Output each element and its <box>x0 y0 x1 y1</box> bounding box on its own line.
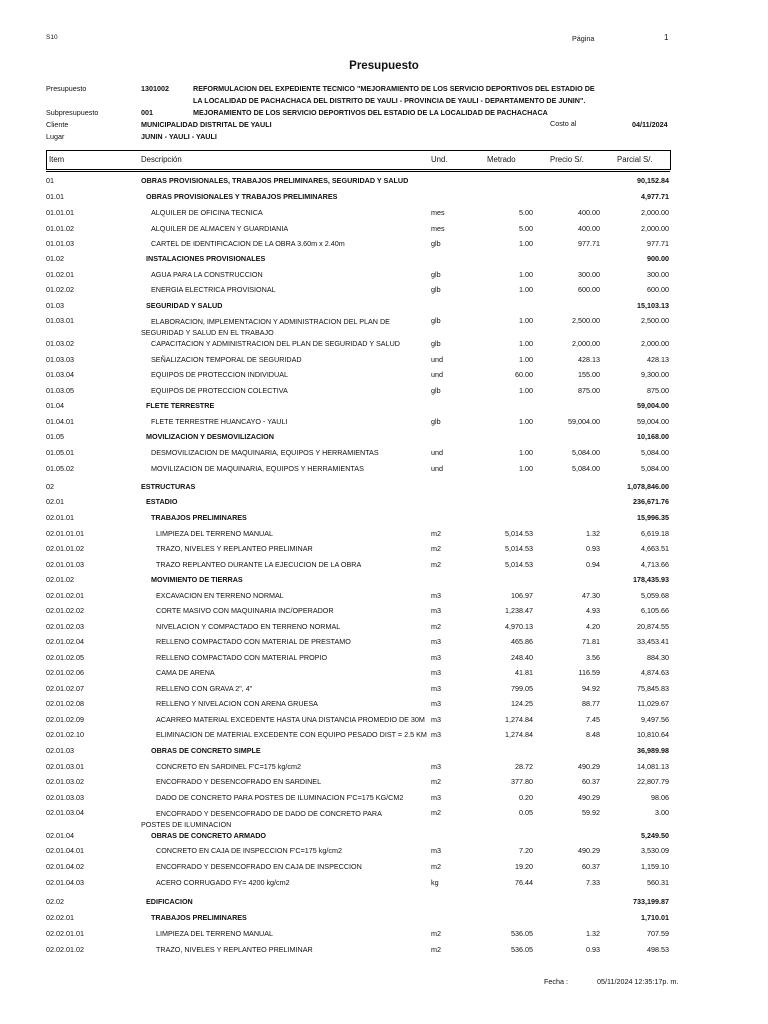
row-description: MOVILIZACION DE MAQUINARIA, EQUIPOS Y HERRAMIENTAS <box>151 464 364 473</box>
row-description: OBRAS DE CONCRETO SIMPLE <box>151 746 261 755</box>
row-metrado: 1.00 <box>519 270 533 279</box>
row-precio: 8.48 <box>586 730 600 739</box>
row-parcial: 33,453.41 <box>637 637 669 646</box>
row-item-code: 02.01.02.01 <box>46 591 84 600</box>
row-parcial: 36,989.98 <box>637 746 669 755</box>
row-description: FLETE TERRESTRE HUANCAYO - YAULI <box>151 417 288 426</box>
row-precio: 490.29 <box>578 846 600 855</box>
header-underline <box>46 171 670 172</box>
row-description: CARTEL DE IDENTIFICACION DE LA OBRA 3.60m x 2.40m <box>151 239 345 248</box>
row-unit: m2 <box>431 544 441 553</box>
row-precio: 2,000.00 <box>572 339 600 348</box>
row-description: AGUA PARA LA CONSTRUCCION <box>151 270 263 279</box>
row-parcial: 5,059.68 <box>641 591 669 600</box>
row-description: EXCAVACION EN TERRENO NORMAL <box>156 591 284 600</box>
row-precio: 490.29 <box>578 793 600 802</box>
row-description: CORTE MASIVO CON MAQUINARIA INC/OPERADOR <box>156 606 334 615</box>
row-description: CAPACITACION Y ADMINISTRACION DEL PLAN DE SEGURIDAD Y SALUD <box>151 339 400 348</box>
row-unit: glb <box>431 270 441 279</box>
row-parcial: 428.13 <box>647 355 669 364</box>
row-item-code: 01.05.02 <box>46 464 74 473</box>
row-metrado: 465.86 <box>511 637 533 646</box>
row-item-code: 01.03 <box>46 301 64 310</box>
row-description: EQUIPOS DE PROTECCION COLECTIVA <box>151 386 288 395</box>
row-parcial: 3.00 <box>655 808 669 817</box>
presupuesto-label: Presupuesto <box>46 84 87 93</box>
row-item-code: 02.01.04.03 <box>46 878 84 887</box>
row-unit: m2 <box>431 560 441 569</box>
row-description: OBRAS PROVISIONALES, TRABAJOS PRELIMINARES, SEGURIDAD Y SALUD <box>141 176 409 185</box>
row-unit: m2 <box>431 808 441 817</box>
row-precio: 0.93 <box>586 945 600 954</box>
row-unit: m3 <box>431 762 441 771</box>
row-unit: glb <box>431 285 441 294</box>
row-precio: 300.00 <box>578 270 600 279</box>
row-precio: 400.00 <box>578 208 600 217</box>
row-parcial: 1,159.10 <box>641 862 669 871</box>
row-precio: 71.81 <box>582 637 600 646</box>
report-code: S10 <box>46 34 58 41</box>
row-parcial: 560.31 <box>647 878 669 887</box>
row-item-code: 01.03.01 <box>46 316 74 325</box>
row-description: TRAZO, NIVELES Y REPLANTEO PRELIMINAR <box>156 544 313 553</box>
row-parcial: 9,497.56 <box>641 715 669 724</box>
row-unit: und <box>431 464 443 473</box>
row-metrado: 19.20 <box>515 862 533 871</box>
row-item-code: 01.02.01 <box>46 270 74 279</box>
row-parcial: 14,081.13 <box>637 762 669 771</box>
row-item-code: 01.04.01 <box>46 417 74 426</box>
page-label: Página <box>572 34 595 43</box>
row-metrado: 0.20 <box>519 793 533 802</box>
row-metrado: 1.00 <box>519 239 533 248</box>
row-parcial: 2,000.00 <box>641 208 669 217</box>
subpresupuesto-label: Subpresupuesto <box>46 108 99 117</box>
row-item-code: 01.03.03 <box>46 355 74 364</box>
row-description: TRAZO, NIVELES Y REPLANTEO PRELIMINAR <box>156 945 313 954</box>
row-item-code: 01.01 <box>46 192 64 201</box>
row-parcial: 98.06 <box>651 793 669 802</box>
row-precio: 490.29 <box>578 762 600 771</box>
row-item-code: 02.02 <box>46 897 64 906</box>
row-description: ACERO CORRUGADO FY= 4200 kg/cm2 <box>156 878 290 887</box>
row-description: ACARREO MATERIAL EXCEDENTE HASTA UNA DISTANCIA PROMEDIO DE 30M <box>156 715 425 724</box>
row-metrado: 7.20 <box>519 846 533 855</box>
row-parcial: 5,084.00 <box>641 448 669 457</box>
row-parcial: 20,874.55 <box>637 622 669 631</box>
row-description: MOVILIZACION Y DESMOVILIZACION <box>146 432 274 441</box>
row-unit: m3 <box>431 715 441 724</box>
presupuesto-desc-line-2: LA LOCALIDAD DE PACHACHACA DEL DISTRITO DE YAULI - PROVINCIA DE YAULI - DEPARTAMENTO DE JUNIN". <box>193 96 586 105</box>
page-number: 1 <box>664 33 669 42</box>
row-parcial: 236,671.76 <box>633 497 669 506</box>
row-item-code: 02.01.01.01 <box>46 529 84 538</box>
row-metrado: 1.00 <box>519 355 533 364</box>
row-precio: 400.00 <box>578 224 600 233</box>
row-description: ENCOFRADO Y DESENCOFRADO EN CAJA DE INSPECCION <box>156 862 362 871</box>
row-parcial: 707.59 <box>647 929 669 938</box>
row-item-code: 01.04 <box>46 401 64 410</box>
row-unit: und <box>431 448 443 457</box>
row-description: FLETE TERRESTRE <box>146 401 215 410</box>
cliente-label: Cliente <box>46 120 69 129</box>
row-description: OBRAS DE CONCRETO ARMADO <box>151 831 267 840</box>
row-parcial: 884.30 <box>647 653 669 662</box>
row-precio: 59.92 <box>582 808 600 817</box>
row-description: ESTRUCTURAS <box>141 482 196 491</box>
row-unit: glb <box>431 316 441 325</box>
fecha-label: Fecha : <box>544 977 568 986</box>
row-parcial: 2,000.00 <box>641 339 669 348</box>
row-parcial: 15,996.35 <box>637 513 669 522</box>
row-precio: 60.37 <box>582 777 600 786</box>
row-unit: m3 <box>431 846 441 855</box>
row-metrado: 799.05 <box>511 684 533 693</box>
row-description: SEGURIDAD Y SALUD <box>146 301 223 310</box>
row-precio: 4.20 <box>586 622 600 631</box>
row-precio: 0.93 <box>586 544 600 553</box>
row-parcial: 10,168.00 <box>637 432 669 441</box>
row-metrado: 1,238.47 <box>505 606 533 615</box>
row-parcial: 6,619.18 <box>641 529 669 538</box>
row-unit: m3 <box>431 730 441 739</box>
row-precio: 0.94 <box>586 560 600 569</box>
row-precio: 428.13 <box>578 355 600 364</box>
row-metrado: 1.00 <box>519 448 533 457</box>
row-item-code: 02.01.04.02 <box>46 862 84 871</box>
row-metrado: 4,970.13 <box>505 622 533 631</box>
row-unit: mes <box>431 224 445 233</box>
row-item-code: 02.01.02.02 <box>46 606 84 615</box>
row-unit: m3 <box>431 653 441 662</box>
row-metrado: 1.00 <box>519 417 533 426</box>
row-parcial: 4,663.51 <box>641 544 669 553</box>
row-unit: m2 <box>431 777 441 786</box>
row-description: INSTALACIONES PROVISIONALES <box>146 254 266 263</box>
row-description: RELLENO Y NIVELACION CON ARENA GRUESA <box>156 699 318 708</box>
row-description: ENCOFRADO Y DESENCOFRADO EN SARDINEL <box>156 777 322 786</box>
row-precio: 5,084.00 <box>572 464 600 473</box>
row-description: TRAZO REPLANTEO DURANTE LA EJECUCION DE LA OBRA <box>156 560 362 569</box>
row-metrado: 1,274.84 <box>505 730 533 739</box>
row-description: CONCRETO EN SARDINEL F'C=175 kg/cm2 <box>156 762 301 771</box>
row-unit: m3 <box>431 606 441 615</box>
row-item-code: 02.01.02.05 <box>46 653 84 662</box>
row-item-code: 01.01.02 <box>46 224 74 233</box>
row-unit: m3 <box>431 684 441 693</box>
row-unit: und <box>431 355 443 364</box>
row-description: TRABAJOS PRELIMINARES <box>151 913 247 922</box>
row-item-code: 02.01.03.04 <box>46 808 84 817</box>
row-description: ELABORACION, IMPLEMENTACION Y ADMINISTRACION DEL PLAN DE SEGURIDAD Y SALUD EN EL TRABAJO <box>141 317 390 337</box>
row-unit: m3 <box>431 668 441 677</box>
row-precio: 116.59 <box>578 668 600 677</box>
row-item-code: 01.03.04 <box>46 370 74 379</box>
row-parcial: 5,084.00 <box>641 464 669 473</box>
row-metrado: 106.97 <box>511 591 533 600</box>
row-metrado: 5,014.53 <box>505 560 533 569</box>
row-parcial: 977.71 <box>647 239 669 248</box>
row-precio: 3.56 <box>586 653 600 662</box>
row-metrado: 5,014.53 <box>505 544 533 553</box>
row-description: NIVELACION Y COMPACTADO EN TERRENO NORMAL <box>156 622 341 631</box>
row-unit: glb <box>431 339 441 348</box>
row-parcial: 9,300.00 <box>641 370 669 379</box>
row-parcial: 90,152.84 <box>637 176 669 185</box>
row-parcial: 1,710.01 <box>641 913 669 922</box>
fecha-value: 05/11/2024 12:35:17p. m. <box>597 977 679 986</box>
row-item-code: 02.01 <box>46 497 64 506</box>
row-precio: 7.33 <box>586 878 600 887</box>
row-item-code: 02.01.03 <box>46 746 74 755</box>
row-description: CAMA DE ARENA <box>156 668 215 677</box>
row-parcial: 900.00 <box>647 254 669 263</box>
row-metrado: 0.05 <box>519 808 533 817</box>
row-parcial: 4,977.71 <box>641 192 669 201</box>
row-item-code: 01.02 <box>46 254 64 263</box>
row-description: DADO DE CONCRETO PARA POSTES DE ILUMINACION F'C=175 KG/CM2 <box>156 793 404 802</box>
row-metrado: 377.80 <box>511 777 533 786</box>
row-item-code: 02.01.01 <box>46 513 74 522</box>
row-parcial: 4,713.66 <box>641 560 669 569</box>
column-descripcion: Descripción <box>141 155 182 164</box>
row-metrado: 1.00 <box>519 339 533 348</box>
lugar-label: Lugar <box>46 132 65 141</box>
row-precio: 875.00 <box>578 386 600 395</box>
row-metrado: 5.00 <box>519 224 533 233</box>
row-item-code: 02.01.02.06 <box>46 668 84 677</box>
row-parcial: 875.00 <box>647 386 669 395</box>
row-metrado: 248.40 <box>511 653 533 662</box>
row-metrado: 1.00 <box>519 316 533 325</box>
row-unit: m3 <box>431 699 441 708</box>
column-parcial: Parcial S/. <box>617 155 653 164</box>
row-item-code: 01.03.05 <box>46 386 74 395</box>
row-description: ALQUILER DE OFICINA TECNICA <box>151 208 263 217</box>
row-item-code: 02.01.02 <box>46 575 74 584</box>
row-metrado: 1.00 <box>519 386 533 395</box>
row-item-code: 02.02.01 <box>46 913 74 922</box>
column-metrado: Metrado <box>487 155 516 164</box>
row-item-code: 02.01.04 <box>46 831 74 840</box>
row-item-code: 02.02.01.02 <box>46 945 84 954</box>
row-unit: mes <box>431 208 445 217</box>
row-unit: m3 <box>431 793 441 802</box>
row-precio: 5,084.00 <box>572 448 600 457</box>
row-precio: 94.92 <box>582 684 600 693</box>
row-unit: und <box>431 370 443 379</box>
document-title: Presupuesto <box>349 60 419 72</box>
row-description: ALQUILER DE ALMACEN Y GUARDIANIA <box>151 224 289 233</box>
row-parcial: 2,000.00 <box>641 224 669 233</box>
row-parcial: 6,105.66 <box>641 606 669 615</box>
row-item-code: 02 <box>46 482 54 491</box>
row-description: OBRAS PROVISIONALES Y TRABAJOS PRELIMINARES <box>146 192 338 201</box>
row-item-code: 02.01.02.08 <box>46 699 84 708</box>
row-item-code: 02.02.01.01 <box>46 929 84 938</box>
row-parcial: 4,874.63 <box>641 668 669 677</box>
column-precio: Precio S/. <box>550 155 584 164</box>
row-unit: glb <box>431 239 441 248</box>
row-metrado: 1,274.84 <box>505 715 533 724</box>
row-item-code: 01.01.03 <box>46 239 74 248</box>
row-description: ELIMINACION DE MATERIAL EXCEDENTE CON EQUIPO PESADO DIST = 2.5 KM <box>156 730 427 739</box>
row-metrado: 124.25 <box>511 699 533 708</box>
cliente-value: MUNICIPALIDAD DISTRITAL DE YAULI <box>141 120 272 129</box>
row-item-code: 01.05 <box>46 432 64 441</box>
row-precio: 977.71 <box>578 239 600 248</box>
row-precio: 4.93 <box>586 606 600 615</box>
row-item-code: 02.01.01.02 <box>46 544 84 553</box>
column-und: Und. <box>431 155 448 164</box>
row-unit: glb <box>431 386 441 395</box>
row-description: RELLENO COMPACTADO CON MATERIAL PROPIO <box>156 653 328 662</box>
row-parcial: 75,845.83 <box>637 684 669 693</box>
column-item: Item <box>49 155 65 164</box>
row-description: RELLENO CON GRAVA 2", 4" <box>156 684 253 693</box>
row-metrado: 5.00 <box>519 208 533 217</box>
row-item-code: 02.01.02.10 <box>46 730 84 739</box>
row-parcial: 733,199.87 <box>633 897 669 906</box>
row-precio: 47.30 <box>582 591 600 600</box>
presupuesto-code: 1301002 <box>141 84 169 93</box>
row-item-code: 01.05.01 <box>46 448 74 457</box>
row-item-code: 02.01.02.03 <box>46 622 84 631</box>
row-description: ENCOFRADO Y DESENCOFRADO DE DADO DE CONCRETO PARA POSTES DE ILUMINACION <box>141 809 382 829</box>
row-parcial: 178,435.93 <box>633 575 669 584</box>
row-description: TRABAJOS PRELIMINARES <box>151 513 247 522</box>
row-metrado: 76.44 <box>515 878 533 887</box>
row-parcial: 2,500.00 <box>641 316 669 325</box>
row-description: DESMOVILIZACION DE MAQUINARIA, EQUIPOS Y HERRAMIENTAS <box>151 448 379 457</box>
row-parcial: 300.00 <box>647 270 669 279</box>
row-metrado: 5,014.53 <box>505 529 533 538</box>
costo-label: Costo al <box>550 119 577 128</box>
row-unit: m2 <box>431 862 441 871</box>
row-precio: 2,500.00 <box>572 316 600 325</box>
row-precio: 7.45 <box>586 715 600 724</box>
subpresupuesto-desc: MEJORAMIENTO DE LOS SERVICIO DEPORTIVOS DEL ESTADIO DE LA LOCALIDAD DE PACHACHACA <box>193 108 548 117</box>
row-description: LIMPIEZA DEL TERRENO MANUAL <box>156 529 274 538</box>
row-precio: 1.32 <box>586 929 600 938</box>
row-metrado: 1.00 <box>519 285 533 294</box>
row-item-code: 01.02.02 <box>46 285 74 294</box>
row-precio: 88.77 <box>582 699 600 708</box>
row-description: SEÑALIZACION TEMPORAL DE SEGURIDAD <box>151 355 302 364</box>
row-parcial: 600.00 <box>647 285 669 294</box>
row-unit: m3 <box>431 591 441 600</box>
row-parcial: 15,103.13 <box>637 301 669 310</box>
subpresupuesto-code: 001 <box>141 108 153 117</box>
row-metrado: 60.00 <box>515 370 533 379</box>
row-parcial: 3,530.09 <box>641 846 669 855</box>
row-description: ESTADIO <box>146 497 178 506</box>
row-metrado: 536.05 <box>511 945 533 954</box>
row-item-code: 02.01.03.02 <box>46 777 84 786</box>
row-precio: 60.37 <box>582 862 600 871</box>
row-parcial: 498.53 <box>647 945 669 954</box>
row-item-code: 02.01.02.07 <box>46 684 84 693</box>
presupuesto-desc-line-1: REFORMULACION DEL EXPEDIENTE TECNICO "MEJORAMIENTO DE LOS SERVICIO DEPORTIVOS DEL ESTADIO DE <box>193 84 595 93</box>
row-unit: m2 <box>431 622 441 631</box>
row-description: EDIFICACION <box>146 897 193 906</box>
row-parcial: 59,004.00 <box>637 417 669 426</box>
row-item-code: 02.01.03.01 <box>46 762 84 771</box>
row-parcial: 59,004.00 <box>637 401 669 410</box>
row-parcial: 22,807.79 <box>637 777 669 786</box>
row-item-code: 02.01.02.04 <box>46 637 84 646</box>
row-parcial: 11,029.67 <box>637 699 669 708</box>
row-unit: m2 <box>431 929 441 938</box>
row-item-code: 01.01.01 <box>46 208 74 217</box>
row-parcial: 10,810.64 <box>637 730 669 739</box>
row-description: LIMPIEZA DEL TERRENO MANUAL <box>156 929 274 938</box>
row-metrado: 536.05 <box>511 929 533 938</box>
row-parcial: 5,249.50 <box>641 831 669 840</box>
row-precio: 155.00 <box>578 370 600 379</box>
lugar-value: JUNIN - YAULI - YAULI <box>141 132 217 141</box>
row-unit: m2 <box>431 945 441 954</box>
costo-date: 04/11/2024 <box>632 120 668 129</box>
row-unit: m3 <box>431 637 441 646</box>
row-description: ENERGIA ELECTRICA PROVISIONAL <box>151 285 276 294</box>
row-unit: kg <box>431 878 439 887</box>
row-precio: 600.00 <box>578 285 600 294</box>
row-precio: 59,004.00 <box>568 417 600 426</box>
row-item-code: 01.03.02 <box>46 339 74 348</box>
row-description: RELLENO COMPACTADO CON MATERIAL DE PRESTAMO <box>156 637 351 646</box>
row-unit: m2 <box>431 529 441 538</box>
row-item-code: 02.01.01.03 <box>46 560 84 569</box>
row-description: CONCRETO EN CAJA DE INSPECCION F'C=175 kg/cm2 <box>156 846 342 855</box>
row-parcial: 1,078,846.00 <box>627 482 669 491</box>
row-description: EQUIPOS DE PROTECCION INDIVIDUAL <box>151 370 288 379</box>
row-metrado: 28.72 <box>515 762 533 771</box>
row-item-code: 02.01.02.09 <box>46 715 84 724</box>
row-description: MOVIMIENTO DE TIERRAS <box>151 575 243 584</box>
row-item-code: 02.01.04.01 <box>46 846 84 855</box>
row-metrado: 41.81 <box>515 668 533 677</box>
row-metrado: 1.00 <box>519 464 533 473</box>
row-item-code: 02.01.03.03 <box>46 793 84 802</box>
row-precio: 1.32 <box>586 529 600 538</box>
row-item-code: 01 <box>46 176 54 185</box>
row-unit: glb <box>431 417 441 426</box>
